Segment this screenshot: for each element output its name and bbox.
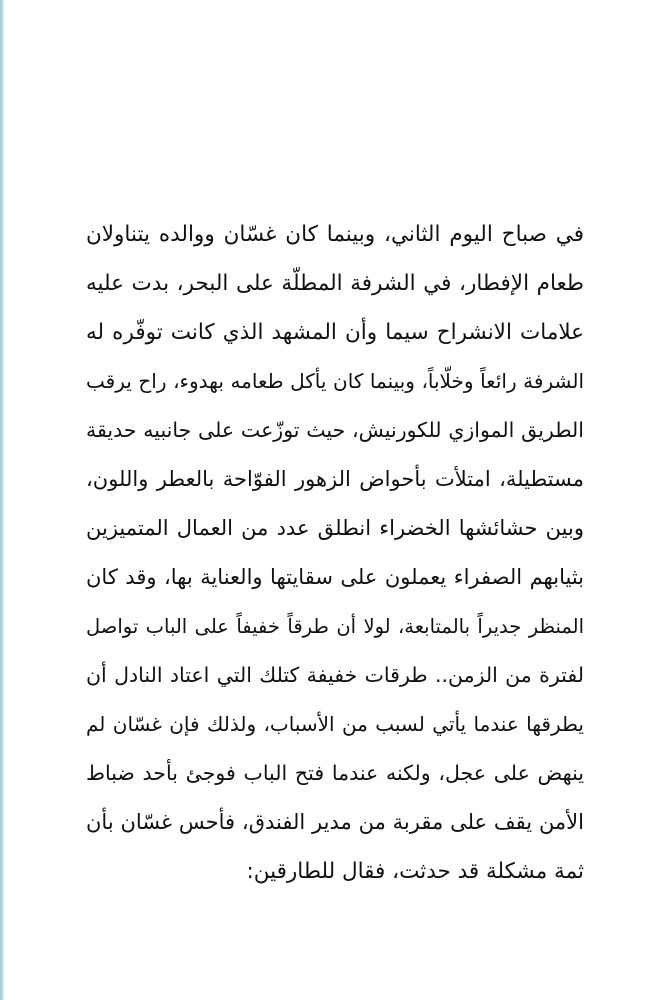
text-line-5: الطريق الموازي للكورنيش، حيث توزّعت على جانبيه حديقة [86, 418, 584, 442]
text-line-6: مستطيلة، امتلأت بأحواض الزهور الفوّاحة بالعطر واللون، [86, 467, 584, 491]
text-line-4: الشرفة رائعاً وخلّاباً، وبينما كان يأكل طعامه بهدوء، راح يرقب [86, 369, 584, 393]
text-line-8: بثيابهم الصفراء يعملون على سقايتها والعناية بها، وقد كان [86, 565, 584, 589]
text-line-11: يطرقها عندما يأتي لسبب من الأسباب، ولذلك فإن غسّان لم [86, 712, 584, 736]
text-line-12: ينهض على عجل، ولكنه عندما فتح الباب فوجئ بأحد ضباط [86, 761, 584, 785]
text-line-2: طعام الإفطار، في الشرفة المطلّة على البحر، بدت عليه [86, 271, 584, 296]
text-line-9: المنظر جديراً بالمتابعة، لولا أن طرقاً خفيفاً على الباب تواصل [86, 615, 584, 638]
page-edge [0, 0, 4, 1000]
text-line-3: علامات الانشراح سيما وأن المشهد الذي كانت توفّره له [86, 320, 584, 345]
text-line-10: لفترة من الزمن.. طرقات خفيفة كتلك التي اعتاد النادل أن [86, 663, 584, 687]
paragraph [86, 210, 584, 896]
text-line-13: الأمن يقف على مقربة من مدير الفندق، فأحس غسّان بأن [86, 810, 584, 834]
text-line-1: في صباح اليوم الثاني، وبينما كان غسّان ووالده يتناولان [86, 222, 584, 247]
text-line-7: وبين حشائشها الخضراء انطلق عدد من العمال المتميزين [86, 516, 584, 540]
text-line-14: ثمة مشكلة قد حدثت، فقال للطارقين: [246, 859, 584, 884]
